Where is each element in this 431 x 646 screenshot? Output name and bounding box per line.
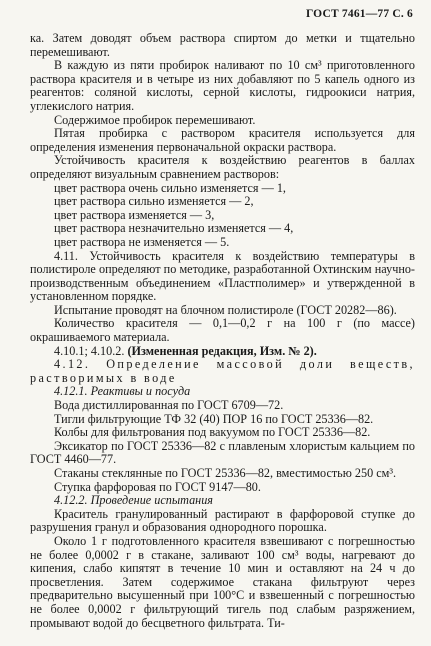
section-heading: 4.12. Определение массовой доли веществ, растворимых в воде <box>30 357 415 385</box>
amendment-label: (Измененная редакция, Изм. № 2). <box>127 343 317 358</box>
paragraph: Испытание проводят на блочном полистироле (ГОСТ 20282—86). <box>54 302 397 317</box>
clause-numbers: 4.10.1; 4.10.2. <box>54 343 125 358</box>
list-item: цвет раствора очень сильно изменяется — 1, <box>54 180 286 195</box>
paragraph: 4.11. Устойчивость красителя к воздействию температуры в полистироле определяют по методике, разработанной Охтинским научно-производственным объединением «Пластполимер» и утвержденной в установленном порядке. <box>30 248 415 304</box>
paragraph: ка. Затем доводят объем раствора спиртом до метки и тщательно перемешивают. <box>30 31 415 59</box>
body-text <box>30 32 415 630</box>
paragraph: Содержимое пробирок перемешивают. <box>54 112 256 127</box>
paragraph: Пятая пробирка с раствором красителя используется для определения изменения первоначальной окраски раствора. <box>30 126 415 154</box>
list-item: Стаканы стеклянные по ГОСТ 25336—82, вместимостью 250 см³. <box>54 466 397 480</box>
paragraph: Устойчивость красителя к воздействию реагентов в баллах определяют визуальным сравнением растворов: <box>30 153 415 181</box>
amendment-note <box>30 345 415 359</box>
list-item: Колбы для фильтрования под вакуумом по ГОСТ 25336—82. <box>54 425 371 440</box>
list-item: цвет раствора незначительно изменяется — 4, <box>54 221 294 236</box>
list-item: Ступка фарфоровая по ГОСТ 9147—80. <box>54 479 261 494</box>
list-item: Тигли фильтрующие ТФ 32 (40) ПОР 16 по ГОСТ 25336—82. <box>54 411 374 426</box>
list-item: цвет раствора не изменяется — 5. <box>54 234 230 249</box>
list-item: Вода дистиллированная по ГОСТ 6709—72. <box>54 398 284 413</box>
list-item: Эксикатор по ГОСТ 25336—82 с плавленым хлористым кальцием по ГОСТ 4460—77. <box>30 438 415 467</box>
list-item: цвет раствора изменяется — 3, <box>54 207 215 222</box>
paragraph: Краситель гранулированный растирают в фарфоровой ступке до разрушения гранул и образования однородного порошка. <box>30 506 415 535</box>
subsection-heading: 4.12.2. Проведение испытания <box>54 493 213 508</box>
paragraph: В каждую из пяти пробирок наливают по 10 см³ приготовленного раствора красителя и в четыре из них добавляют по 5 капель одного из реагентов: соляной кислоты, серной кислоты, гидроокиси натрия, углекислого натрия. <box>30 58 415 113</box>
subsection-heading: 4.12.1. Реактивы и посуда <box>54 384 191 399</box>
list-item: цвет раствора сильно изменяется — 2, <box>54 194 254 209</box>
paragraph: Около 1 г подготовленного красителя взвешивают с погрешностью не более 0,0002 г в стакане, заливают 100 см³ воды, нагревают до кипения, слабо кипятят в течение 10 мин и оставляют на 24 ч до просветления. Затем содержимое стакана фильтруют через предварительно высушенный при 100°С и взвешенный с погрешностью не более 0,0002 г фильтрующий тигель под слабым разряжением, промывают водой до бесцветного фильтрата. Ти- <box>30 533 415 630</box>
page-header: ГОСТ 7461—77 С. 6 <box>305 8 413 20</box>
paragraph: Количество красителя — 0,1—0,2 г на 100 г (по массе) окрашиваемого материала. <box>30 316 415 345</box>
